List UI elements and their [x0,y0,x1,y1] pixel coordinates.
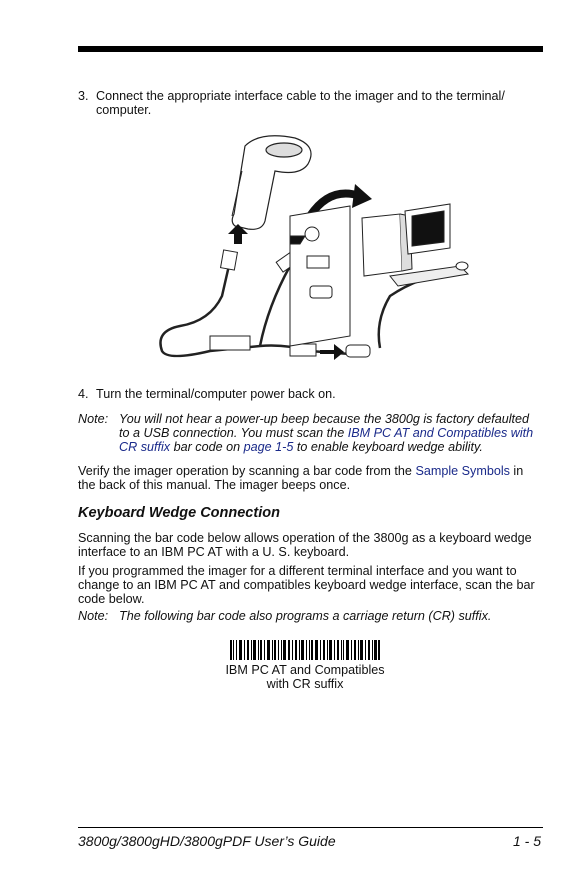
connection-illustration [150,126,480,376]
step-3 [78,89,543,117]
page-number: 1 - 5 [512,833,541,849]
step-text: Connect the appropriate interface cable to the imager and to the terminal/ [96,89,505,103]
scan-paragraph-1: Scanning the bar code below allows operation of the 3800g as a keyboard wedge interface to an IBM PC AT with a U. S. keyboard. [78,531,532,559]
pc-back-panel-icon [290,206,350,346]
page-link[interactable]: page 1-5 [243,440,294,454]
caption-line: IBM PC AT and Compatibles [225,663,385,677]
scan-paragraph-2: If you programmed the imager for a different terminal interface and you want to change to an IBM PC AT and compatibles keyboard wedge interface, scan the bar code below. [78,564,535,606]
note-text: bar code on [170,440,244,454]
computer-icon [362,204,468,286]
verify-paragraph [78,464,543,492]
verify-text: Verify the imager operation by scanning a bar code from the [78,464,416,478]
section-heading: Keyboard Wedge Connection [78,505,280,521]
note-label: Note: [78,609,109,623]
note-power-up [78,412,543,454]
step-text-cont: computer. [96,103,152,117]
note-text: The following bar code also programs a carriage return (CR) suffix. [119,609,492,623]
step-4 [78,387,543,401]
note-text: to enable keyboard wedge ability. [293,440,483,454]
step-number: 4. [78,387,89,401]
verify-text: in the back of this manual. The imager beeps once. [78,464,524,492]
barcode [230,640,380,660]
sample-symbols-link[interactable]: Sample Symbols [415,464,510,478]
footer-title: 3800g/3800gHD/3800gPDF User’s Guide [78,833,336,849]
caption-line: with CR suffix [266,677,344,691]
top-rule [78,46,543,52]
barcode-link[interactable]: IBM PC AT and Compatibles with CR suffix [119,426,534,454]
note-cr-suffix [78,609,543,623]
step-text: Turn the terminal/computer power back on. [96,387,336,401]
note-label: Note: [78,412,109,426]
bottom-rule [78,827,543,828]
step-number: 3. [78,89,89,103]
note-text: You will not hear a power-up beep because the 3800g is factory defaulted to a USB connection. You must scan the [119,412,530,440]
barcode-caption [200,663,410,691]
